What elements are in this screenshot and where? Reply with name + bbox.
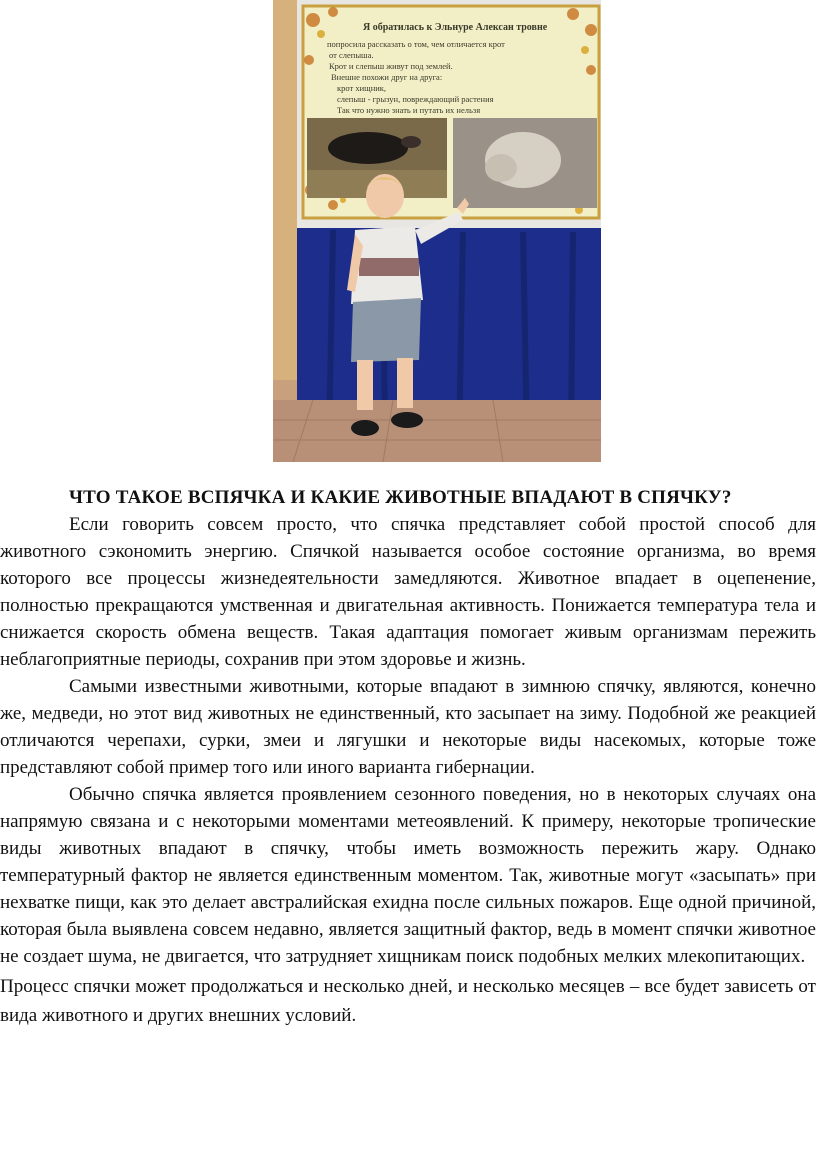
slide-line: от слепыша. <box>329 50 374 60</box>
final-paragraph: Процесс спячки может продолжаться и несколько дней, и несколько месяцев – все будет зависеть от вида животного и других внешних условий. <box>0 976 816 1026</box>
slide-line: слепыш - грызун, повреждающий растения <box>337 94 494 104</box>
paragraph: Если говорить совсем просто, что спячка представляет собой простой способ для животного сэкономить энергию. Спячкой называется особое состояние организма, во время которого все процессы жизнедеятельности замедляются. Животное впадает в оцепенение, полностью прекращаются умственная и двигательная активность. Понижается температура тела и снижается скорость обмена веществ. Такая адаптация помогает живым организмам пережить неблагоприятные периоды, сохранив при этом здоровье и жизнь. <box>0 514 816 670</box>
paragraph: Самыми известными животными, которые впадают в зимнюю спячку, являются, конечно же, медведи, но этот вид животных не единственный, кто засыпает на зиму. Подобной же реакцией отличаются черепахи, сурки, змеи и лягушки и некоторые виды насекомых, которые тоже представляют собой пример того или иного варианта гибернации. <box>0 676 816 778</box>
paragraph: Обычно спячка является проявлением сезонного поведения, но в некоторых случаях она напрямую связана и с некоторыми моментами метеоявлений. К примеру, некоторые тропические виды животных впадают в спячку, чтобы иметь возможность пережить жару. Однако температурный фактор не является единственным моментом. Так, животные могут «засыпать» при нехватке пищи, как это делает австралийская ехидна после сильных пожаров. Еще одной причиной, которая была выявлена совсем недавно, является защитный фактор, ведь в момент спячки животное не создает шума, не двигается, что затрудняет хищникам поиск подобных мелких млекопитающих. <box>0 784 816 967</box>
slide-line: Крот и слепыш живут под землей. <box>329 61 453 71</box>
slide-line: крот хищник, <box>337 83 387 93</box>
presentation-photo <box>273 0 601 462</box>
document-body <box>0 484 816 1030</box>
slide-line: Так что нужно знать и путать их нельзя <box>337 105 481 115</box>
slide-line: Внешне похожи друг на друга: <box>331 72 443 82</box>
floor <box>273 400 601 462</box>
photo-illustration <box>273 0 601 462</box>
document-heading: ЧТО ТАКОЕ ВСПЯЧКА И КАКИЕ ЖИВОТНЫЕ ВПАДАЮТ В СПЯЧКУ? <box>69 487 732 508</box>
slide-title: Я обратилась к Эльнуре Алексан тровне <box>363 22 548 33</box>
slide-line: попросила рассказать о том, чем отличается крот <box>327 39 505 49</box>
